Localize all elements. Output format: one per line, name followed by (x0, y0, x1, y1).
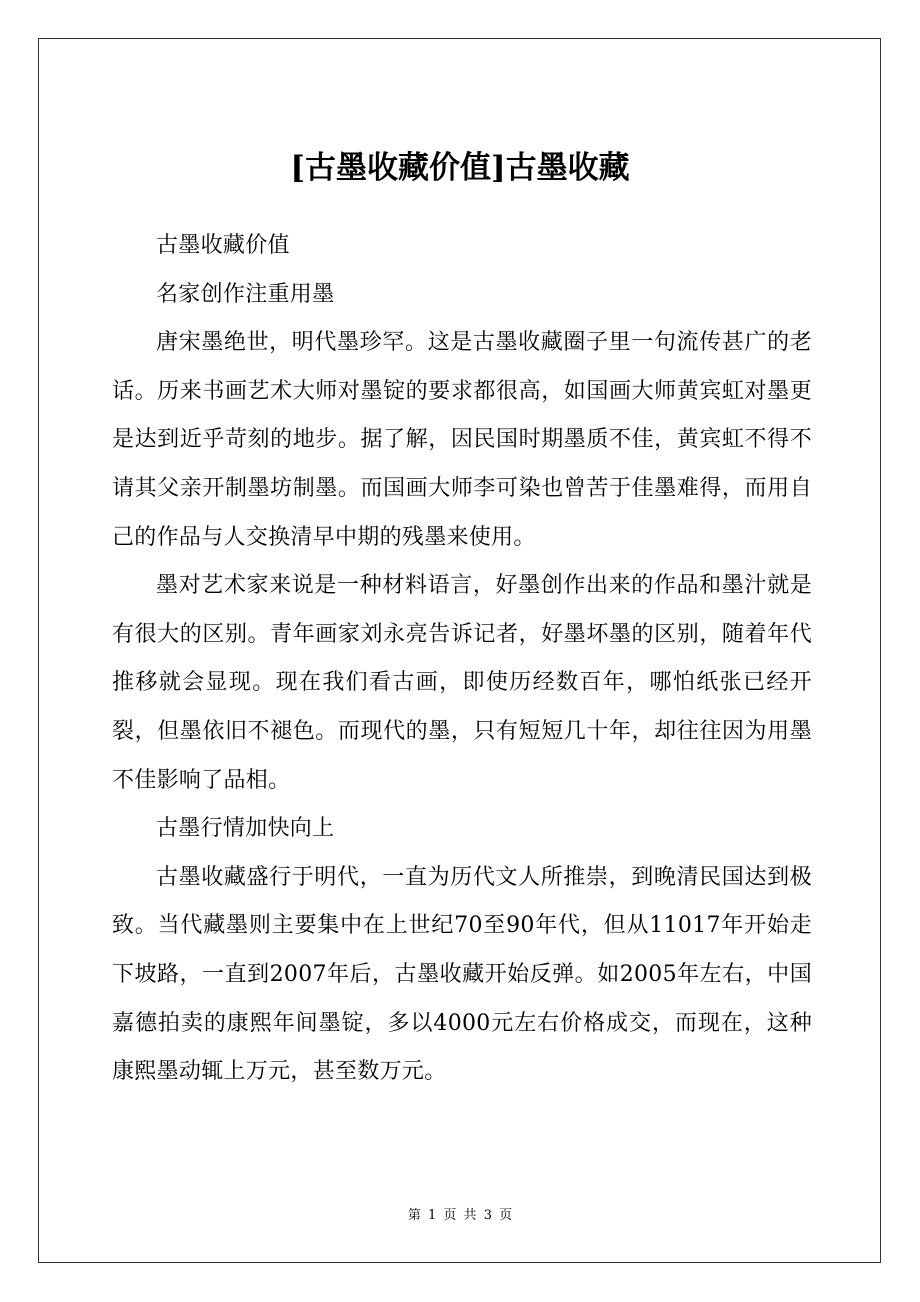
paragraph-heading-1: 古墨收藏价值 (156, 233, 290, 258)
paragraph-heading-3: 古墨行情加快向上 (156, 816, 335, 842)
page-number-footer: 第 1 页 共 3 页 (407, 1208, 513, 1223)
paragraph-heading-2: 名家创作注重用墨 (156, 281, 335, 307)
paragraph: 唐宋墨绝世，明代墨珍罕。这是古墨收藏圈子里一句流传甚广的老话。历来书画艺术大师对墨锭的要求都很高，如国画大师黄宾虹对墨更是达到近乎苛刻的地步。据了解，因民国时期墨质不佳，黄宾虹不得不请其父亲开制墨坊制墨。而国画大师李可染也曾苦于佳墨难得，而用自己的作品与人交换清早中期的残墨来使用。 (112, 330, 812, 550)
document-body (112, 222, 812, 1097)
paragraph: 古墨收藏盛行于明代，一直为历代文人所推崇，到晚清民国达到极致。当代藏墨则主要集中在上世纪70至90年代，但从11017年开始走下坡路，一直到2007年后，古墨收藏开始反弹。如2005年左右，中国嘉德拍卖的康熙年间墨锭，多以4000元左右价格成交，而现在，这种康熙墨动辄上万元，甚至数万元。 (112, 864, 812, 1085)
paragraph: 墨对艺术家来说是一种材料语言，好墨创作出来的作品和墨汁就是有很大的区别。青年画家刘永亮告诉记者，好墨坏墨的区别，随着年代推移就会显现。现在我们看古画，即使历经数百年，哪怕纸张已经开裂，但墨依旧不褪色。而现代的墨，只有短短几十年，却往往因为用墨不佳影响了品相。 (112, 573, 812, 793)
document-title: [古墨收藏价值]古墨收藏 (290, 150, 630, 186)
